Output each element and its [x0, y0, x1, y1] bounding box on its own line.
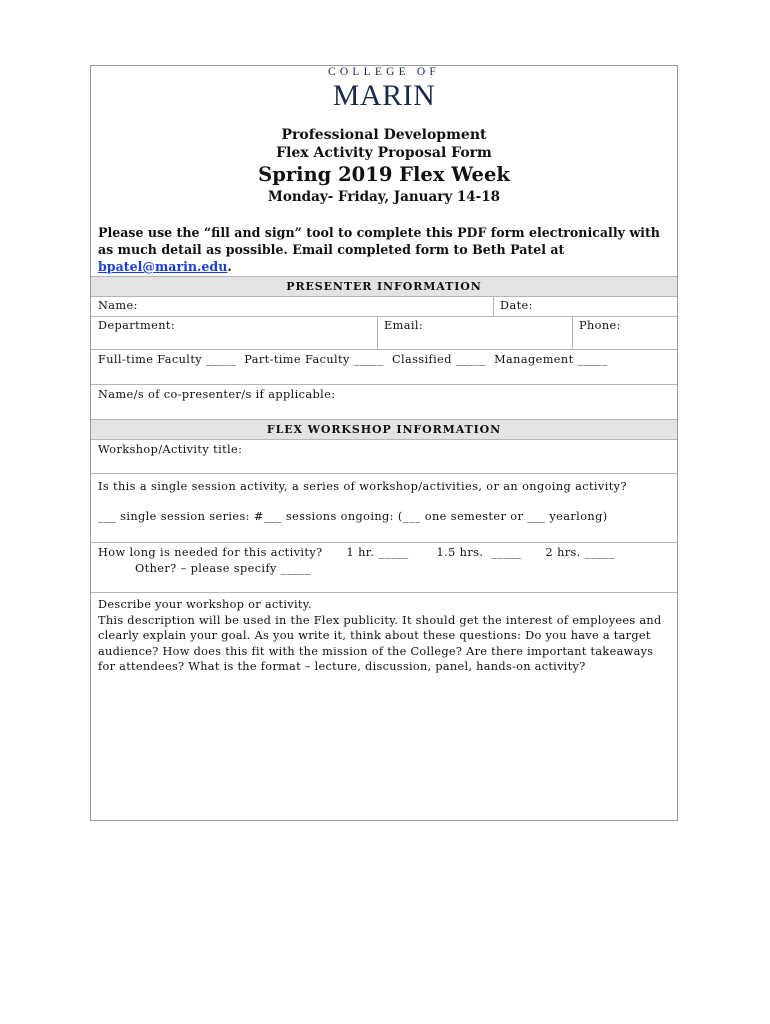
description-guidance: This description will be used in the Flex publicity. It should get the interest of employees and clearly explain your goal. As you write it, think about these questions: Do you have a target audience? How does this fit with the mission of the College? Are there important takeaways for attendees? What is the format – lecture, discussion, panel, hands-on activity? — [98, 613, 662, 673]
logo-marin: MARIN — [332, 79, 436, 112]
date-field[interactable]: Date: — [500, 299, 533, 312]
email-field[interactable]: Email: — [384, 319, 424, 332]
instructions-period: . — [227, 259, 232, 274]
activity-length-field[interactable]: How long is needed for this activity? 1 hr. _____ 1.5 hrs. _____ 2 hrs. _____ — [98, 546, 615, 559]
department-field[interactable]: Department: — [98, 319, 176, 332]
event-dates: Monday- Friday, January 14-18 — [267, 189, 501, 205]
page-title: Spring 2019 Flex Week — [258, 163, 510, 186]
instructions-text: Please use the “fill and sign” tool to complete this PDF form electronically with as much detail as possible. Email completed form to Beth Patel at — [98, 225, 660, 257]
workshop-section-heading: FLEX WORKSHOP INFORMATION — [91, 419, 677, 440]
presenter-section-heading: PRESENTER INFORMATION — [91, 276, 677, 297]
name-field[interactable]: Name: — [98, 299, 138, 312]
session-options-field[interactable]: ___ single session series: #___ sessions ongoing: (___ one semester or ___ yearlong) — [98, 510, 608, 523]
phone-field[interactable]: Phone: — [579, 319, 621, 332]
email-link[interactable]: bpatel@marin.edu — [98, 259, 228, 274]
logo-college-of: COLLEGE OF — [328, 66, 440, 78]
other-length-field[interactable]: Other? – please specify _____ — [135, 562, 312, 575]
header-line2: Flex Activity Proposal Form — [276, 145, 492, 161]
description-label: Describe your workshop or activity. — [98, 598, 312, 611]
session-question: Is this a single session activity, a series of workshop/activities, or an ongoing activity? — [98, 480, 627, 493]
description-field[interactable] — [98, 597, 674, 675]
proposal-form — [90, 65, 678, 821]
workshop-title-field[interactable]: Workshop/Activity title: — [98, 443, 243, 456]
copresenter-field[interactable]: Name/s of co-presenter/s if applicable: — [98, 388, 336, 401]
employee-type-field[interactable]: Full-time Faculty _____ Part-time Faculty _____ Classified _____ Management _____ — [98, 353, 608, 366]
header-line1: Professional Development — [281, 127, 487, 143]
